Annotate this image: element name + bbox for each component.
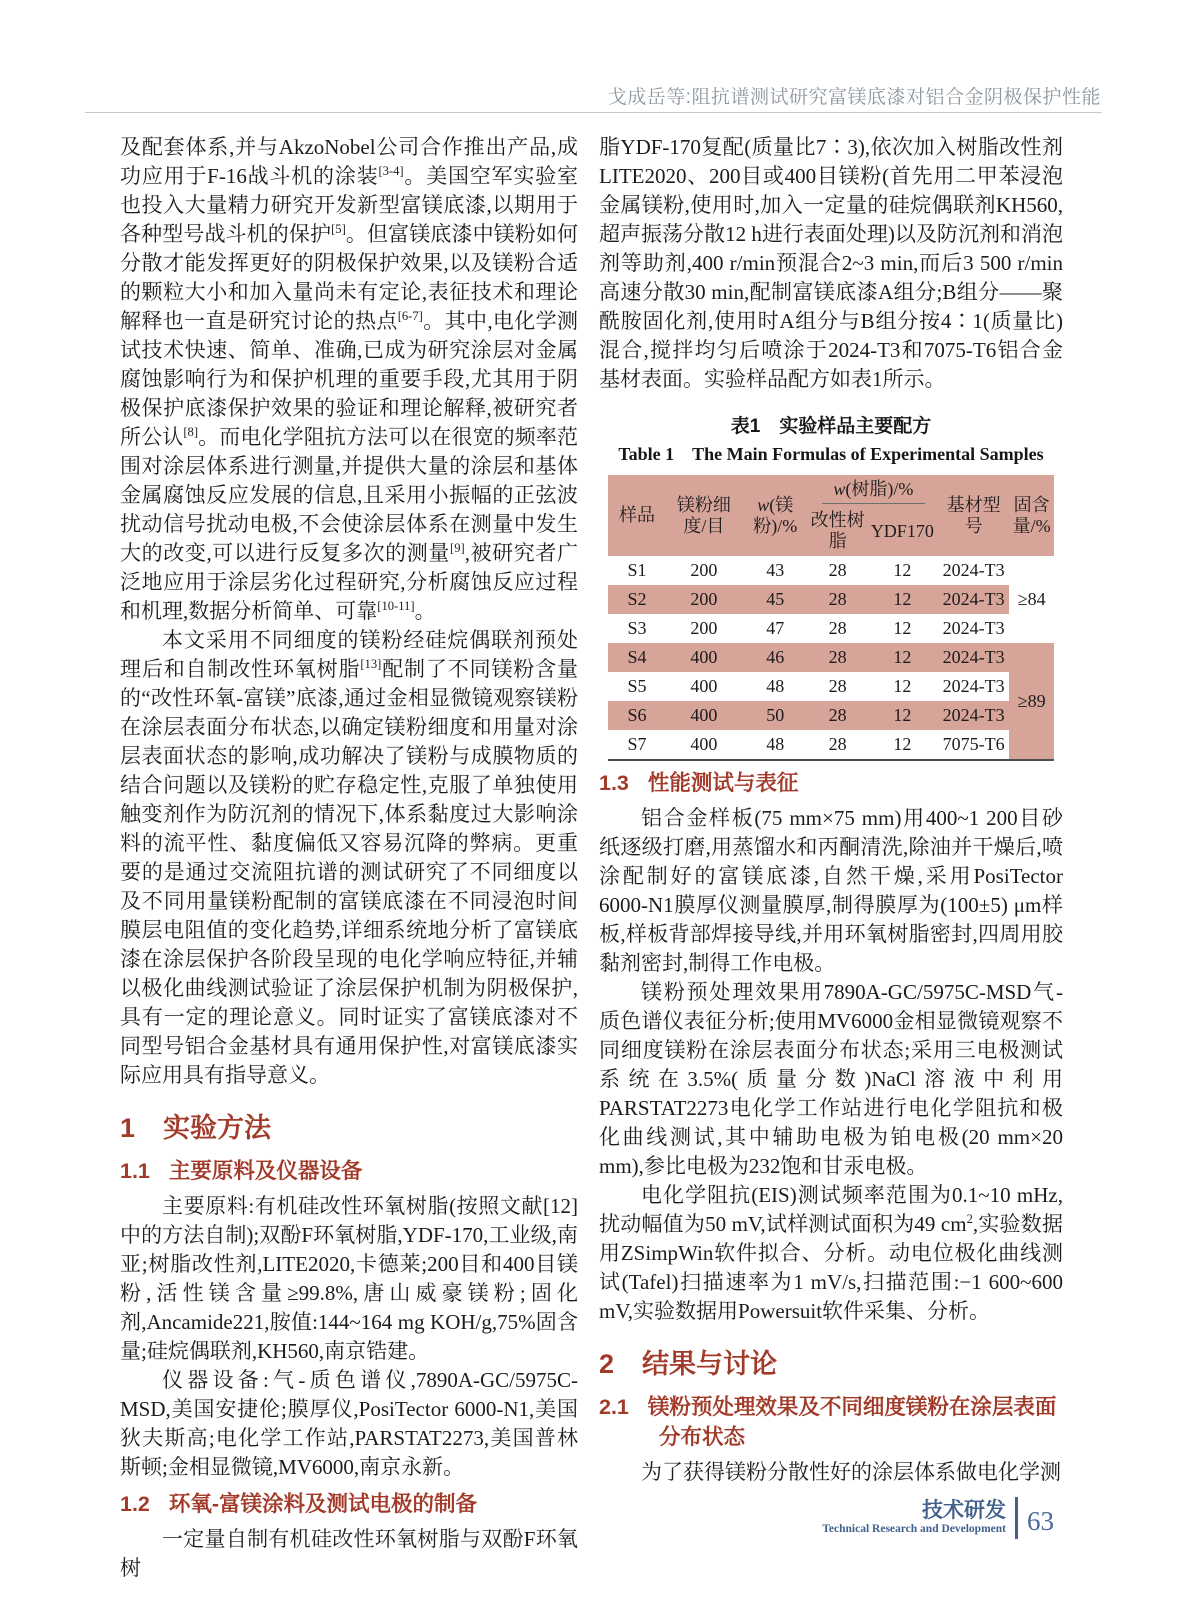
table-row-S4 xyxy=(608,643,1054,672)
footer-section-label xyxy=(822,1499,1006,1537)
table-row-S5 xyxy=(608,672,1054,701)
header-rule xyxy=(85,112,1102,113)
section-heading-1 xyxy=(120,1111,578,1145)
cell-S7-w_mg: 48 xyxy=(742,730,809,760)
table-1 xyxy=(608,475,1054,761)
th-w-resin-group xyxy=(809,475,938,508)
table-1-wrapper xyxy=(599,475,1063,761)
cell-S4-modified_resin: 28 xyxy=(809,643,867,672)
cell-solid-content-group-1: ≥84 xyxy=(1009,556,1054,643)
paragraph: 本文采用不同细度的镁粉经硅烷偶联剂预处理后和自制改性环氧树脂[13]配制了不同镁粉含量的“改性环氧-富镁”底漆,通过金相显微镜观察镁粉在涂层表面分布状态,以确定镁粉细度和用量对涂层表面状态的影响,成功解决了镁粉与成膜物质的结合问题以及镁粉的贮存稳定性,克服了单独使用触变剂作为防沉剂的情况下,体系黏度过大影响涂料的流平性、黏度偏低又容易沉降的弊病。更重要的是通过交流阻抗谱的测试研究了不同细度以及不同用量镁粉配制的富镁底漆在不同浸泡时间膜层电阻值的变化趋势,详细系统地分析了富镁底漆在涂层保护各阶段呈现的电化学响应特征,并辅以极化曲线测试验证了涂层保护机制为阴极保护,具有一定的理论意义。同时证实了富镁底漆对不同型号铝合金基材具有通用保护性,对富镁底漆实际应用具有指导意义。 xyxy=(120,628,579,1087)
heading-number: 1.2 xyxy=(120,1492,150,1516)
subsection-heading-2.1 xyxy=(599,1392,1063,1452)
paragraph: 一定量自制有机硅改性环氧树脂与双酚F环氧树 xyxy=(120,1527,578,1580)
cell-S3-substrate: 2024-T3 xyxy=(938,614,1009,643)
cell-S1-sample: S1 xyxy=(608,556,666,585)
th-fineness: 镁粉细度/目 xyxy=(666,475,742,556)
paragraph: 铝合金样板(75 mm×75 mm)用400~1 200目砂纸逐级打磨,用蒸馏水和丙酮清洗,除油并干燥后,喷涂配制好的富镁底漆,自然干燥,采用PosiTector 6000-N1膜厚仪测量膜厚,制得膜厚为(100±5) μm样板,样板背部焊接导线,并用环氧树脂密封,四周用胶黏剂密封,制得工作电极。 xyxy=(599,806,1063,975)
heading-title: 结果与讨论 xyxy=(642,1349,778,1379)
heading-number: 1.3 xyxy=(599,771,629,795)
cell-S4-w_mg: 46 xyxy=(742,643,809,672)
page-number: 63 xyxy=(1027,1505,1054,1536)
cell-S6-w_mg: 50 xyxy=(742,701,809,730)
cell-S2-modified_resin: 28 xyxy=(809,585,867,614)
heading-title: 性能测试与表征 xyxy=(647,771,799,795)
th-solid-content: 固含量/% xyxy=(1009,475,1054,556)
table-row-S2 xyxy=(608,585,1054,614)
cell-S3-fineness: 200 xyxy=(666,614,742,643)
cell-S1-substrate: 2024-T3 xyxy=(938,556,1009,585)
cell-S5-sample: S5 xyxy=(608,672,666,701)
cell-S6-substrate: 2024-T3 xyxy=(938,701,1009,730)
cell-S1-ydf170: 12 xyxy=(867,556,938,585)
footer-divider-bar xyxy=(1015,1497,1018,1539)
th-sample: 样品 xyxy=(608,475,666,556)
table-row-S7 xyxy=(608,730,1054,760)
heading-number: 1 xyxy=(120,1113,136,1143)
heading-title: 实验方法 xyxy=(163,1113,272,1143)
paragraph: 主要原料:有机硅改性环氧树脂(按照文献[12]中的方法自制);双酚F环氧树脂,YDF-170,工业级,南亚;树脂改性剂,LITE2020,卡德莱;200目和400目镁粉,活性镁含量≥99.8%,唐山威豪镁粉;固化剂,Ancamide221,胺值:144~164 mg KOH/g,75%固含量;硅烷偶联剂,KH560,南京锆建。 xyxy=(120,1194,578,1363)
cell-S6-ydf170: 12 xyxy=(867,701,938,730)
right-column-top xyxy=(599,133,1063,394)
paragraph: 脂YDF-170复配(质量比7∶3),依次加入树脂改性剂LITE2020、200目或400目镁粉(首先用二甲苯浸泡金属镁粉,使用时,加入一定量的硅烷偶联剂KH560,超声振荡分散12 h进行表面处理)以及防沉剂和消泡剂等助剂,400 r/min预混合2~3 min,而后3 500 r/min高速分散30 min,配制富镁底漆A组分;B组分——聚酰胺固化剂,使用时A组分与B组分按4∶1(质量比)混合,搅拌均匀后喷涂于2024-T3和7075-T6铝合金基材表面。实验样品配方如表1所示。 xyxy=(599,135,1063,391)
cell-S3-w_mg: 47 xyxy=(742,614,809,643)
subsection-heading-1.2 xyxy=(120,1489,578,1519)
cell-S1-modified_resin: 28 xyxy=(809,556,867,585)
cell-S4-fineness: 400 xyxy=(666,643,742,672)
subsection-heading-1.3 xyxy=(599,768,1063,798)
cell-S7-fineness: 400 xyxy=(666,730,742,760)
cell-S4-substrate: 2024-T3 xyxy=(938,643,1009,672)
cell-S1-fineness: 200 xyxy=(666,556,742,585)
paragraph: 为了获得镁粉分散性好的涂层体系做电化学测 xyxy=(641,1460,1061,1484)
heading-number: 1.1 xyxy=(120,1159,150,1183)
cell-S3-modified_resin: 28 xyxy=(809,614,867,643)
heading-title: 镁粉预处理效果及不同细度镁粉在涂层表面分布状态 xyxy=(647,1395,1057,1449)
cell-S2-fineness: 200 xyxy=(666,585,742,614)
table-row-S6 xyxy=(608,701,1054,730)
paragraph: 及配套体系,并与AkzoNobel公司合作推出产品,成功应用于F-16战斗机的涂装[3-4]。美国空军实验室也投入大量精力研究开发新型富镁底漆,以期用于各种型号战斗机的保护[5]。但富镁底漆中镁粉如何分散才能发挥更好的阴极保护效果,以及镁粉合适的颗粒大小和加入量尚未有定论,表征技术和理论解释也一直是研究讨论的热点[6-7]。其中,电化学测试技术快速、简单、准确,已成为研究涂层对金属腐蚀影响行为和保护机理的重要手段,尤其用于阴极保护底漆保护效果的验证和理论解释,被研究者所公认[8]。而电化学阻抗方法可以在很宽的频率范围对涂层体系进行测量,并提供大量的涂层和基体金属腐蚀反应发展的信息,且采用小振幅的正弦波扰动信号扰动电极,不会使涂层体系在测量中发生大的改变,可以进行反复多次的测量[9],被研究者广泛地应用于涂层劣化过程研究,分析腐蚀反应过程和机理,数据分析简单、可靠[10-11]。 xyxy=(120,135,579,623)
cell-S5-w_mg: 48 xyxy=(742,672,809,701)
cell-S6-modified_resin: 28 xyxy=(809,701,867,730)
right-column xyxy=(599,133,1063,1487)
cell-S6-fineness: 400 xyxy=(666,701,742,730)
th-substrate: 基材型号 xyxy=(938,475,1009,556)
table-1-title-zh: 表1 实验样品主要配方 xyxy=(730,416,932,437)
cell-S5-ydf170: 12 xyxy=(867,672,938,701)
cell-S4-sample: S4 xyxy=(608,643,666,672)
cell-S5-substrate: 2024-T3 xyxy=(938,672,1009,701)
cell-S2-w_mg: 45 xyxy=(742,585,809,614)
cell-S1-w_mg: 43 xyxy=(742,556,809,585)
cell-S4-ydf170: 12 xyxy=(867,643,938,672)
cell-S2-substrate: 2024-T3 xyxy=(938,585,1009,614)
cell-S7-substrate: 7075-T6 xyxy=(938,730,1009,760)
table-row-S1 xyxy=(608,556,1054,585)
th-w-resin-group-label: w(树脂)/% xyxy=(822,479,925,504)
th-modified-resin: 改性树脂 xyxy=(809,508,867,556)
cell-S7-modified_resin: 28 xyxy=(809,730,867,760)
cell-S5-fineness: 400 xyxy=(666,672,742,701)
heading-number: 2 xyxy=(599,1349,615,1379)
cell-S7-sample: S7 xyxy=(608,730,666,760)
subsection-heading-1.1 xyxy=(120,1156,578,1186)
table-row-S3 xyxy=(608,614,1054,643)
cell-solid-content-group-2: ≥89 xyxy=(1009,643,1054,760)
paragraph: 镁粉预处理效果用7890A-GC/5975C-MSD气-质色谱仪表征分析;使用MV6000金相显微镜观察不同细度镁粉在涂层表面分布状态;采用三电极测试系统在3.5%(质量分数)NaCl溶液中利用PARSTAT2273电化学工作站进行电化学阻抗和极化曲线测试,其中辅助电极为铂电极(20 mm×20 mm),参比电极为232饱和甘汞电极。 xyxy=(599,980,1063,1178)
cell-S5-modified_resin: 28 xyxy=(809,672,867,701)
paragraph: 仪器设备:气-质色谱仪,7890A-GC/5975C-MSD,美国安捷伦;膜厚仪,PosiTector 6000-N1,美国狄夫斯高;电化学工作站,PARSTAT2273,美国普林斯顿;金相显微镜,MV6000,南京永新。 xyxy=(120,1368,578,1479)
section-heading-2 xyxy=(599,1347,1063,1381)
left-column xyxy=(120,133,578,1583)
cell-S2-ydf170: 12 xyxy=(867,585,938,614)
heading-number: 2.1 xyxy=(599,1395,629,1419)
th-w-mg: w(镁粉)/% xyxy=(742,475,809,556)
paragraph: 电化学阻抗(EIS)测试频率范围为0.1~10 mHz,扰动幅值为50 mV,试样测试面积为49 $cm^2$,实验数据用ZSimpWin软件拟合、分析。动电位极化曲线测试(Tafel)扫描速率为1 mV/s,扫描范围:−1 600~600 mV,实验数据用Powersuit软件采集、分析。 xyxy=(599,1183,1064,1323)
cell-S7-ydf170: 12 xyxy=(867,730,938,760)
page-footer xyxy=(822,1497,1054,1539)
cell-S2-sample: S2 xyxy=(608,585,666,614)
cell-S6-sample: S6 xyxy=(608,701,666,730)
heading-title: 环氧-富镁涂料及测试电极的制备 xyxy=(168,1492,478,1516)
running-head: 戈成岳等:阻抗谱测试研究富镁底漆对铝合金阴极保护性能 xyxy=(607,87,1101,108)
footer-section-zh: 技术研发 xyxy=(922,1499,1006,1522)
footer-section-en: Technical Research and Development xyxy=(822,1523,1006,1535)
th-ydf170: YDF170 xyxy=(867,508,938,556)
cell-S3-ydf170: 12 xyxy=(867,614,938,643)
cell-S3-sample: S3 xyxy=(608,614,666,643)
heading-title: 主要原料及仪器设备 xyxy=(168,1159,363,1183)
table-1-title-en: Table 1 The Main Formulas of Experimental Samples xyxy=(618,444,1044,464)
right-column-bottom xyxy=(599,768,1063,1487)
